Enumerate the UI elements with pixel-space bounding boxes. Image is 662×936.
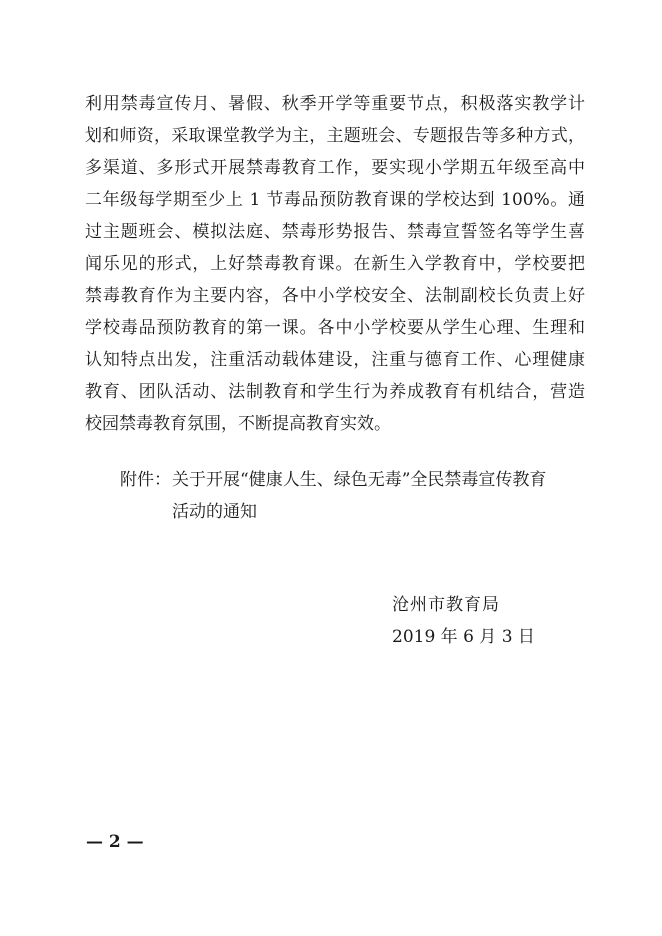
attachment-row (120, 496, 590, 528)
attachment-title-line-1: 关于开展“健康人生、绿色无毒”全民禁毒宣传教育 (172, 470, 547, 490)
body-line: 教育、团队活动、法制教育和学生行为养成教育有机结合，营造 (85, 382, 585, 402)
attachment-label: 附件： (120, 470, 171, 490)
body-paragraph (85, 88, 585, 440)
body-line: 过主题班会、模拟法庭、禁毒形势报告、禁毒宣誓签名等学生喜 (85, 222, 585, 242)
body-line-last: 校园禁毒教育氛围，不断提高教育实效。 (85, 414, 391, 434)
attachment-indent (120, 496, 172, 528)
body-line: 禁毒教育作为主要内容，各中小学校安全、法制副校长负责上好 (85, 286, 585, 306)
attachment-block (120, 464, 590, 528)
issuing-organization: 沧州市教育局 (392, 595, 500, 615)
body-line: 多渠道、多形式开展禁毒教育工作，要实现小学期五年级至高中 (85, 158, 585, 178)
body-line: 闻乐见的形式，上好禁毒教育课。在新生入学教育中，学校要把 (85, 254, 585, 274)
body-line: 认知特点出发，注重活动载体建设，注重与德育工作、心理健康 (85, 350, 585, 370)
body-line: 利用禁毒宣传月、暑假、秋季开学等重要节点，积极落实教学计 (85, 94, 585, 114)
issue-date: 2019 年 6 月 3 日 (392, 627, 535, 647)
body-line: 划和师资，采取课堂教学为主，主题班会、专题报告等多种方式， (85, 126, 585, 146)
body-line: 二年级每学期至少上 1 节毒品预防教育课的学校达到 100%。通 (85, 190, 585, 210)
signature-block (392, 589, 592, 653)
attachment-title-line-2: 活动的通知 (172, 502, 257, 522)
body-line: 学校毒品预防教育的第一课。各中小学校要从学生心理、生理和 (85, 318, 585, 338)
attachment-row (120, 464, 590, 496)
page-number: — 2 — (86, 832, 144, 852)
